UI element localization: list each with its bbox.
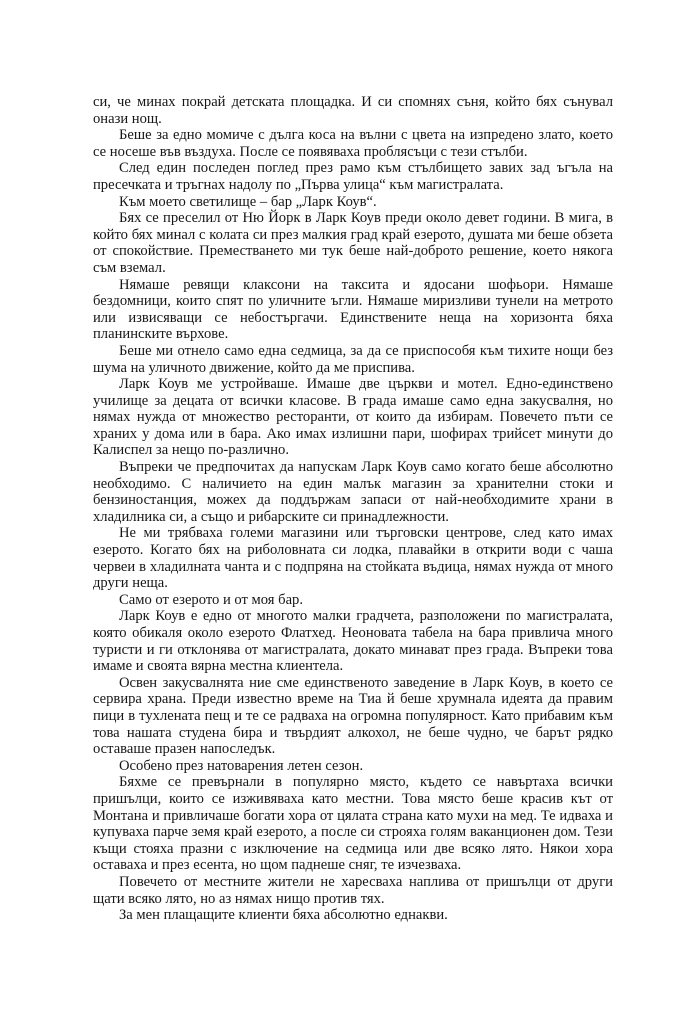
paragraph: Ларк Коув ме устройваше. Имаше две църкви и мотел. Едно-единствено училище за децата от всички класове. В града имаше само една закусвалня, но нямах нужда от множество ресторанти, от които да избирам. Повечето пъти се храних у дома или в бара. Ако имах излишни пари, шофирах трийсет минути до Калиспел за нещо по-различно. bbox=[93, 376, 613, 459]
paragraph: Ларк Коув е едно от многото малки градчета, разположени по магистралата, която обикаля около езерото Флатхед. Неоновата табела на бара привлича много туристи и ги отклонява от магистралата, докато минават през града. Въпреки това имаме и своята вярна местна клиентела. bbox=[93, 608, 613, 675]
paragraph: Бяхме се превърнали в популярно място, където се навъртаха всички пришълци, които се изживяваха като местни. Това място беше красив кът от Монтана и привличаше богати хора от цялата страна като мухи на мед. Те идваха и купуваха парче земя край езерото, а после си строяха голям ваканционен дом. Тези къщи стояха празни с изключение на седмица или две всяко лято. Някои хора оставаха и през есента, но щом паднеше сняг, те изчезваха. bbox=[93, 774, 613, 874]
paragraph: Особено през натоварения летен сезон. bbox=[119, 757, 364, 774]
paragraph: Не ми трябваха големи магазини или търговски центрове, след като имах езерото. Когато бях на риболовната си лодка, плавайки в открити води с чаша червеи в хладилната чанта и с подпряна на стойката въдица, нямах нужда от много други неща. bbox=[93, 525, 613, 592]
paragraph: Беше ми отнело само една седмица, за да се приспособя към тихите нощи без шума на уличното движение, който да ме приспива. bbox=[93, 342, 613, 376]
paragraph: Въпреки че предпочитах да напускам Ларк Коув само когато беше абсолютно необходимо. С наличието на един малък магазин за хранителни стоки и бензиностанция, можех да поддържам запаси от най-необходимите храни в хладилника си, а също и рибарските си принадлежности. bbox=[93, 459, 613, 525]
paragraph: След един последен поглед през рамо към стълбището завих зад ъгъла на пресечката и тръгнах надолу по „Първа улица“ към магистралата. bbox=[93, 160, 613, 193]
paragraph: За мен плащащите клиенти бяха абсолютно еднакви. bbox=[119, 907, 448, 924]
paragraph: Беше за едно момиче с дълга коса на вълни с цвета на изпредено злато, което се носеше във въздуха. После се появяваха проблясъци с тези стълби. bbox=[93, 127, 613, 160]
paragraph: Повечето от местните жители не харесваха наплива от пришълци от други щати всяко лято, но аз нямах нищо против тях. bbox=[93, 873, 613, 907]
book-page-text bbox=[93, 94, 613, 924]
paragraph: Към моето светилище – бар „Ларк Коув“. bbox=[119, 193, 377, 210]
paragraph: Освен закусвалнята ние сме единственото заведение в Ларк Коув, в което се сервира храна. Преди известно време на Тиа й беше хрумнала идеята да правим пици в тухлената пещ и те се радваха на огромна популярност. Като прибавим към това нашата студена бира и твърдият алкохол, не беше чудно, че барът рядко оставаше празен напоследък. bbox=[93, 674, 613, 758]
paragraph: Само от езерото и от моя бар. bbox=[119, 591, 304, 608]
paragraph: си, че минах покрай детската площадка. И си спомнях съня, който бях сънувал онази нощ. bbox=[93, 94, 613, 127]
paragraph: Нямаше ревящи клаксони на таксита и ядосани шофьори. Нямаше бездомници, които спят по уличните ъгли. Нямаше миризливи тунели на метрото или извисяващи се небостъргачи. Единствените неща на хоризонта бяха планинските върхове. bbox=[93, 276, 613, 343]
paragraph: Бях се преселил от Ню Йорк в Ларк Коув преди около девет години. В мига, в който бях минал с колата си през малкия град край езерото, душата ми беше обзета от спокойствие. Преместването ми тук беше най-доброто решение, което някога съм вземал. bbox=[93, 210, 613, 276]
